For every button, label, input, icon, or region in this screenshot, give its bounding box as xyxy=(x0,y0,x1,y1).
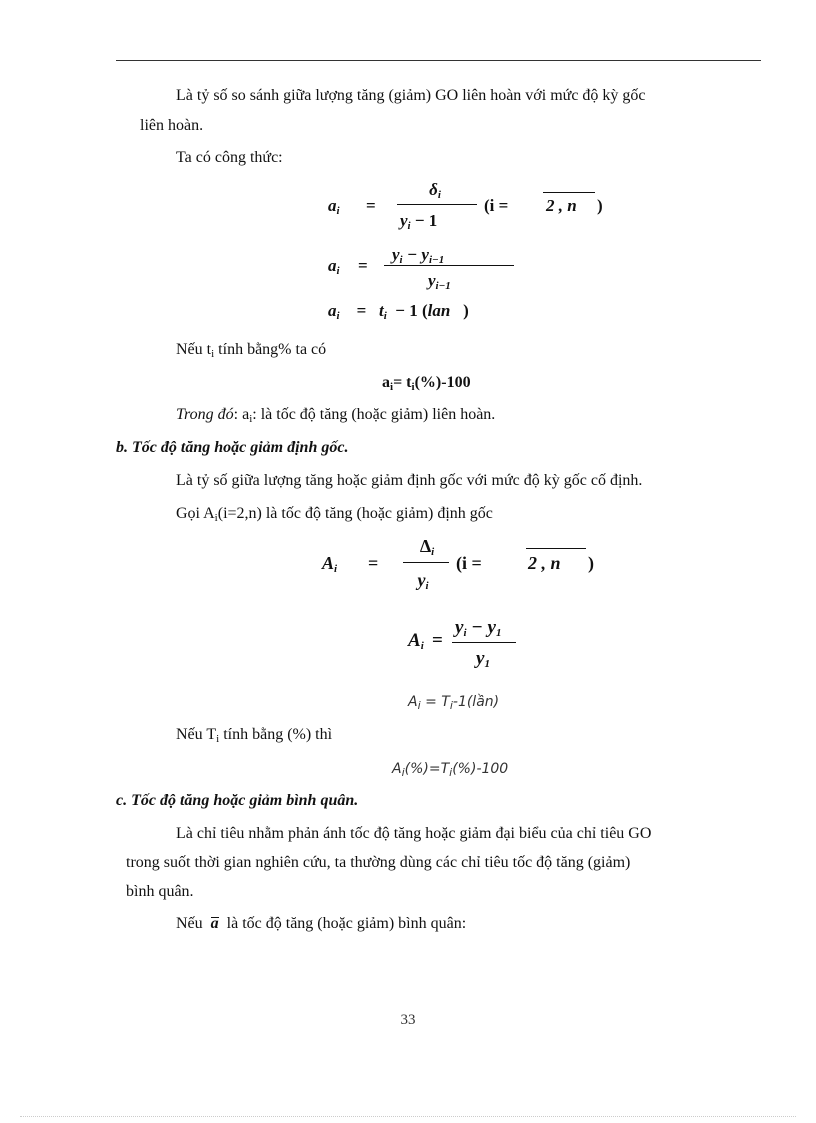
paragraph-8-cont: trong suốt thời gian nghiên cứu, ta thường dùng các chỉ tiêu tốc độ tăng (giảm) xyxy=(126,854,631,871)
page-number: 33 xyxy=(400,1012,416,1028)
page-bottom-border xyxy=(20,1116,796,1117)
header-rule xyxy=(116,60,761,61)
paragraph-8-end: bình quân. xyxy=(126,883,194,900)
heading-b: b. Tốc độ tăng hoặc giảm định gốc. xyxy=(116,439,349,456)
formula-8: $A_i(\%)=T_i(\%)-100$ xyxy=(392,761,509,779)
paragraph-6: Gọi $A_i(i=2,n)$ là tốc độ tăng (hoặc giảm) định gốc xyxy=(176,505,493,524)
formula-3: $a_i$ = $t_i - 1$ (lan ) xyxy=(328,301,469,322)
paragraph-7: Nếu $T_i$ tính bằng (%) thì xyxy=(176,726,333,745)
paragraph-4: Trong đó: $a_i$: là tốc độ tăng (hoặc giảm) liên hoàn. xyxy=(176,406,496,425)
a-bar-symbol: a xyxy=(210,915,219,932)
heading-c: c. Tốc độ tăng hoặc giảm bình quân. xyxy=(116,792,359,809)
formula-7: $A_i$ = $T_i-1(lần)$ xyxy=(408,694,500,712)
paragraph-1-cont: liên hoàn. xyxy=(140,117,204,134)
paragraph-2: Ta có công thức: xyxy=(176,149,283,166)
paragraph-5: Là tỷ số giữa lượng tăng hoặc giảm định gốc với mức độ kỳ gốc cố định. xyxy=(176,472,643,489)
paragraph-3: Nếu $t_i$ tính bằng% ta có xyxy=(176,341,327,360)
paragraph-1: Là tỷ số so sánh giữa lượng tăng (giảm) GO liên hoàn với mức độ kỳ gốc xyxy=(176,87,646,104)
paragraph-9: Nếu a là tốc độ tăng (hoặc giảm) bình quân: xyxy=(176,915,467,932)
paragraph-8: Là chỉ tiêu nhằm phản ánh tốc độ tăng hoặc giảm đại biểu của chỉ tiêu GO xyxy=(176,825,652,842)
formula-4: $a_i= t_i(\%)-100$ xyxy=(382,374,471,393)
